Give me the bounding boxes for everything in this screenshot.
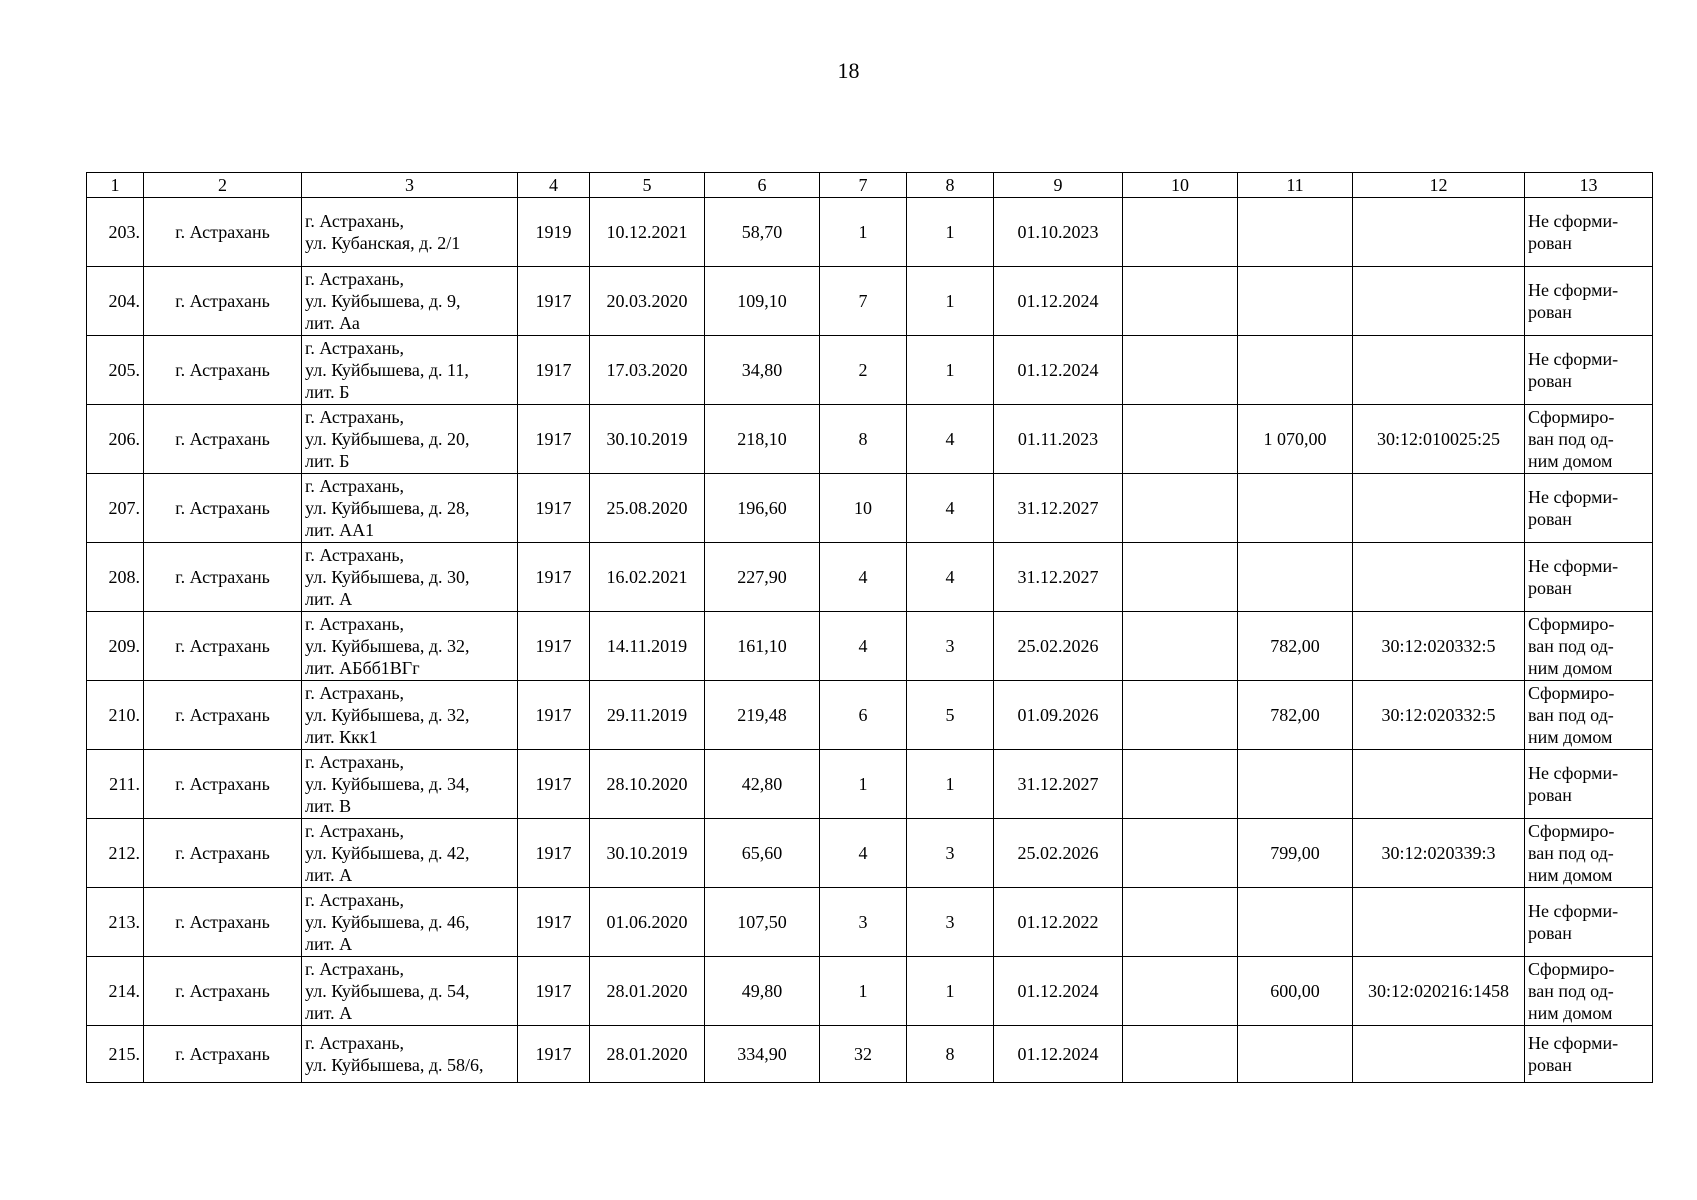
land-area-cell: 782,00 [1238, 612, 1353, 681]
deadline-cell: 01.10.2023 [994, 198, 1123, 267]
table-row [87, 543, 1653, 612]
cadastral-number-cell: 30:12:020332:5 [1353, 681, 1525, 750]
status-line: Сформиро- [1528, 614, 1615, 634]
address-line: г. Астрахань, [305, 476, 405, 496]
col10-cell [1123, 888, 1238, 957]
col7-cell: 2 [820, 336, 907, 405]
address-line: г. Астрахань, [305, 269, 405, 289]
col8-cell: 4 [907, 543, 994, 612]
land-status-cell [1525, 888, 1653, 957]
status-line: рован [1528, 233, 1572, 253]
year-cell: 1917 [518, 750, 590, 819]
col10-cell [1123, 198, 1238, 267]
land-area-cell: 799,00 [1238, 819, 1353, 888]
status-line: Не сформи- [1528, 901, 1619, 921]
col7-cell: 1 [820, 750, 907, 819]
col10-cell [1123, 957, 1238, 1026]
area-cell: 196,60 [705, 474, 820, 543]
row-number-cell: 206. [87, 405, 144, 474]
locality-cell: г. Астрахань [144, 543, 302, 612]
status-line: ним домом [1528, 865, 1613, 885]
col10-cell [1123, 543, 1238, 612]
address-line: ул. Куйбышева, д. 42, [305, 843, 470, 863]
table-row [87, 681, 1653, 750]
area-cell: 42,80 [705, 750, 820, 819]
address-line: лит. А [305, 589, 353, 609]
registry-body [87, 198, 1653, 1083]
land-status-cell [1525, 405, 1653, 474]
land-area-cell [1238, 543, 1353, 612]
status-line: рован [1528, 302, 1572, 322]
status-line: рован [1528, 785, 1572, 805]
address-line: г. Астрахань, [305, 545, 405, 565]
col8-cell: 3 [907, 612, 994, 681]
status-line: рован [1528, 923, 1572, 943]
land-area-cell [1238, 267, 1353, 336]
year-cell: 1917 [518, 336, 590, 405]
status-line: Не сформи- [1528, 763, 1619, 783]
col10-cell [1123, 267, 1238, 336]
locality-cell: г. Астрахань [144, 267, 302, 336]
status-line: рован [1528, 578, 1572, 598]
address-line: ул. Куйбышева, д. 32, [305, 705, 470, 725]
deadline-cell: 25.02.2026 [994, 612, 1123, 681]
address-line: ул. Кубанская, д. 2/1 [305, 233, 461, 253]
address-cell [302, 681, 518, 750]
land-area-cell [1238, 336, 1353, 405]
status-line: Не сформи- [1528, 349, 1619, 369]
address-line: ул. Куйбышева, д. 20, [305, 429, 470, 449]
col8-cell: 1 [907, 336, 994, 405]
address-line: г. Астрахань, [305, 614, 405, 634]
land-status-cell [1525, 267, 1653, 336]
address-line: ул. Куйбышева, д. 32, [305, 636, 470, 656]
locality-cell: г. Астрахань [144, 957, 302, 1026]
area-cell: 334,90 [705, 1026, 820, 1083]
address-line: г. Астрахань, [305, 407, 405, 427]
land-status-cell [1525, 474, 1653, 543]
address-cell [302, 474, 518, 543]
address-cell [302, 336, 518, 405]
cadastral-number-cell [1353, 750, 1525, 819]
cadastral-number-cell: 30:12:010025:25 [1353, 405, 1525, 474]
address-line: ул. Куйбышева, д. 28, [305, 498, 470, 518]
area-cell: 107,50 [705, 888, 820, 957]
address-line: ул. Куйбышева, д. 9, [305, 291, 461, 311]
deadline-cell: 31.12.2027 [994, 474, 1123, 543]
status-line: ван под од- [1528, 429, 1614, 449]
recognition-date-cell: 28.10.2020 [590, 750, 705, 819]
cadastral-number-cell [1353, 1026, 1525, 1083]
recognition-date-cell: 10.12.2021 [590, 198, 705, 267]
address-line: лит. Ккк1 [305, 727, 378, 747]
recognition-date-cell: 28.01.2020 [590, 957, 705, 1026]
address-line: ул. Куйбышева, д. 54, [305, 981, 470, 1001]
land-area-cell [1238, 888, 1353, 957]
row-number-cell: 205. [87, 336, 144, 405]
deadline-cell: 01.12.2024 [994, 267, 1123, 336]
status-line: Не сформи- [1528, 211, 1619, 231]
column-header: 11 [1238, 173, 1353, 198]
locality-cell: г. Астрахань [144, 888, 302, 957]
column-header: 2 [144, 173, 302, 198]
column-header: 1 [87, 173, 144, 198]
land-area-cell [1238, 474, 1353, 543]
table-row [87, 819, 1653, 888]
col7-cell: 10 [820, 474, 907, 543]
land-status-cell [1525, 819, 1653, 888]
col7-cell: 1 [820, 957, 907, 1026]
address-line: лит. АБбб1ВГг [305, 658, 420, 678]
col8-cell: 1 [907, 267, 994, 336]
row-number-cell: 204. [87, 267, 144, 336]
locality-cell: г. Астрахань [144, 681, 302, 750]
row-number-cell: 211. [87, 750, 144, 819]
address-line: ул. Куйбышева, д. 34, [305, 774, 470, 794]
column-header: 13 [1525, 173, 1653, 198]
address-line: г. Астрахань, [305, 890, 405, 910]
address-line: г. Астрахань, [305, 1033, 405, 1053]
address-line: г. Астрахань, [305, 683, 405, 703]
status-line: ним домом [1528, 1003, 1613, 1023]
locality-cell: г. Астрахань [144, 1026, 302, 1083]
address-cell [302, 750, 518, 819]
recognition-date-cell: 14.11.2019 [590, 612, 705, 681]
column-header: 4 [518, 173, 590, 198]
col10-cell [1123, 681, 1238, 750]
status-line: Сформиро- [1528, 959, 1615, 979]
cadastral-number-cell [1353, 888, 1525, 957]
land-status-cell [1525, 1026, 1653, 1083]
address-cell [302, 267, 518, 336]
address-line: лит. А [305, 1003, 353, 1023]
cadastral-number-cell: 30:12:020339:3 [1353, 819, 1525, 888]
locality-cell: г. Астрахань [144, 612, 302, 681]
table-row [87, 750, 1653, 819]
column-header: 6 [705, 173, 820, 198]
deadline-cell: 01.12.2024 [994, 336, 1123, 405]
year-cell: 1917 [518, 405, 590, 474]
housing-registry-table [86, 172, 1653, 1083]
deadline-cell: 01.11.2023 [994, 405, 1123, 474]
col8-cell: 3 [907, 819, 994, 888]
col7-cell: 6 [820, 681, 907, 750]
row-number-cell: 213. [87, 888, 144, 957]
status-line: ним домом [1528, 451, 1613, 471]
recognition-date-cell: 17.03.2020 [590, 336, 705, 405]
status-line: рован [1528, 509, 1572, 529]
area-cell: 58,70 [705, 198, 820, 267]
deadline-cell: 01.12.2022 [994, 888, 1123, 957]
cadastral-number-cell [1353, 336, 1525, 405]
status-line: ван под од- [1528, 636, 1614, 656]
area-cell: 49,80 [705, 957, 820, 1026]
status-line: Сформиро- [1528, 407, 1615, 427]
col7-cell: 4 [820, 819, 907, 888]
year-cell: 1917 [518, 612, 590, 681]
cadastral-number-cell: 30:12:020332:5 [1353, 612, 1525, 681]
status-line: Не сформи- [1528, 280, 1619, 300]
year-cell: 1917 [518, 819, 590, 888]
table-row [87, 612, 1653, 681]
column-header: 7 [820, 173, 907, 198]
col8-cell: 3 [907, 888, 994, 957]
column-header: 12 [1353, 173, 1525, 198]
table-row [87, 267, 1653, 336]
area-cell: 34,80 [705, 336, 820, 405]
col7-cell: 4 [820, 612, 907, 681]
deadline-cell: 25.02.2026 [994, 819, 1123, 888]
row-number-cell: 214. [87, 957, 144, 1026]
col10-cell [1123, 819, 1238, 888]
address-cell [302, 1026, 518, 1083]
table-row [87, 1026, 1653, 1083]
row-number-cell: 212. [87, 819, 144, 888]
column-header: 9 [994, 173, 1123, 198]
address-line: г. Астрахань, [305, 338, 405, 358]
locality-cell: г. Астрахань [144, 474, 302, 543]
address-line: г. Астрахань, [305, 821, 405, 841]
land-status-cell [1525, 543, 1653, 612]
recognition-date-cell: 25.08.2020 [590, 474, 705, 543]
address-line: лит. А [305, 934, 353, 954]
column-number-header-row [87, 173, 1653, 198]
land-status-cell [1525, 750, 1653, 819]
deadline-cell: 01.09.2026 [994, 681, 1123, 750]
status-line: ван под од- [1528, 705, 1614, 725]
recognition-date-cell: 30.10.2019 [590, 819, 705, 888]
deadline-cell: 01.12.2024 [994, 957, 1123, 1026]
recognition-date-cell: 28.01.2020 [590, 1026, 705, 1083]
land-status-cell [1525, 198, 1653, 267]
address-line: лит. АА1 [305, 520, 375, 540]
row-number-cell: 208. [87, 543, 144, 612]
col7-cell: 8 [820, 405, 907, 474]
address-line: г. Астрахань, [305, 959, 405, 979]
address-line: лит. В [305, 796, 352, 816]
status-line: Не сформи- [1528, 1033, 1619, 1053]
col8-cell: 8 [907, 1026, 994, 1083]
status-line: рован [1528, 371, 1572, 391]
row-number-cell: 203. [87, 198, 144, 267]
area-cell: 227,90 [705, 543, 820, 612]
deadline-cell: 31.12.2027 [994, 543, 1123, 612]
cadastral-number-cell [1353, 543, 1525, 612]
address-cell [302, 543, 518, 612]
land-status-cell [1525, 336, 1653, 405]
status-line: Сформиро- [1528, 821, 1615, 841]
land-area-cell [1238, 1026, 1353, 1083]
column-header: 5 [590, 173, 705, 198]
status-line: ван под од- [1528, 843, 1614, 863]
address-line: ул. Куйбышева, д. 30, [305, 567, 470, 587]
land-area-cell: 782,00 [1238, 681, 1353, 750]
address-cell [302, 819, 518, 888]
deadline-cell: 01.12.2024 [994, 1026, 1123, 1083]
recognition-date-cell: 16.02.2021 [590, 543, 705, 612]
area-cell: 218,10 [705, 405, 820, 474]
cadastral-number-cell [1353, 198, 1525, 267]
land-area-cell [1238, 750, 1353, 819]
locality-cell: г. Астрахань [144, 198, 302, 267]
area-cell: 65,60 [705, 819, 820, 888]
land-status-cell [1525, 957, 1653, 1026]
cadastral-number-cell [1353, 267, 1525, 336]
land-status-cell [1525, 612, 1653, 681]
table-row [87, 198, 1653, 267]
table-row [87, 405, 1653, 474]
address-cell [302, 957, 518, 1026]
area-cell: 219,48 [705, 681, 820, 750]
deadline-cell: 31.12.2027 [994, 750, 1123, 819]
page-number: 18 [837, 58, 860, 83]
col8-cell: 1 [907, 957, 994, 1026]
row-number-cell: 210. [87, 681, 144, 750]
row-number-cell: 209. [87, 612, 144, 681]
status-line: ван под од- [1528, 981, 1614, 1001]
table-row [87, 957, 1653, 1026]
row-number-cell: 215. [87, 1026, 144, 1083]
status-line: Не сформи- [1528, 556, 1619, 576]
address-line: лит. Б [305, 382, 350, 402]
col10-cell [1123, 750, 1238, 819]
col10-cell [1123, 474, 1238, 543]
table-row [87, 888, 1653, 957]
area-cell: 161,10 [705, 612, 820, 681]
table-row [87, 336, 1653, 405]
cadastral-number-cell: 30:12:020216:1458 [1353, 957, 1525, 1026]
col10-cell [1123, 405, 1238, 474]
status-line: Сформиро- [1528, 683, 1615, 703]
land-area-cell: 600,00 [1238, 957, 1353, 1026]
row-number-cell: 207. [87, 474, 144, 543]
col8-cell: 1 [907, 750, 994, 819]
column-header: 3 [302, 173, 518, 198]
year-cell: 1917 [518, 888, 590, 957]
year-cell: 1919 [518, 198, 590, 267]
col7-cell: 4 [820, 543, 907, 612]
address-line: лит. А [305, 865, 353, 885]
col10-cell [1123, 336, 1238, 405]
address-line: г. Астрахань, [305, 211, 405, 231]
year-cell: 1917 [518, 957, 590, 1026]
col7-cell: 1 [820, 198, 907, 267]
address-line: ул. Куйбышева, д. 11, [305, 360, 469, 380]
recognition-date-cell: 01.06.2020 [590, 888, 705, 957]
col10-cell [1123, 1026, 1238, 1083]
cadastral-number-cell [1353, 474, 1525, 543]
address-cell [302, 198, 518, 267]
table-row [87, 474, 1653, 543]
land-area-cell: 1 070,00 [1238, 405, 1353, 474]
address-line: лит. Б [305, 451, 350, 471]
year-cell: 1917 [518, 1026, 590, 1083]
year-cell: 1917 [518, 681, 590, 750]
col8-cell: 4 [907, 405, 994, 474]
status-line: ним домом [1528, 727, 1613, 747]
col10-cell [1123, 612, 1238, 681]
col7-cell: 7 [820, 267, 907, 336]
year-cell: 1917 [518, 267, 590, 336]
address-cell [302, 888, 518, 957]
locality-cell: г. Астрахань [144, 819, 302, 888]
address-cell [302, 612, 518, 681]
status-line: рован [1528, 1055, 1572, 1075]
address-line: ул. Куйбышева, д. 46, [305, 912, 470, 932]
year-cell: 1917 [518, 543, 590, 612]
area-cell: 109,10 [705, 267, 820, 336]
column-header: 10 [1123, 173, 1238, 198]
recognition-date-cell: 29.11.2019 [590, 681, 705, 750]
column-header: 8 [907, 173, 994, 198]
col8-cell: 1 [907, 198, 994, 267]
col8-cell: 5 [907, 681, 994, 750]
col8-cell: 4 [907, 474, 994, 543]
status-line: ним домом [1528, 658, 1613, 678]
col7-cell: 32 [820, 1026, 907, 1083]
address-cell [302, 405, 518, 474]
year-cell: 1917 [518, 474, 590, 543]
locality-cell: г. Астрахань [144, 336, 302, 405]
locality-cell: г. Астрахань [144, 405, 302, 474]
col7-cell: 3 [820, 888, 907, 957]
locality-cell: г. Астрахань [144, 750, 302, 819]
recognition-date-cell: 30.10.2019 [590, 405, 705, 474]
land-area-cell [1238, 198, 1353, 267]
address-line: лит. Аа [305, 313, 360, 333]
land-status-cell [1525, 681, 1653, 750]
recognition-date-cell: 20.03.2020 [590, 267, 705, 336]
address-line: ул. Куйбышева, д. 58/6, [305, 1055, 484, 1075]
address-line: г. Астрахань, [305, 752, 405, 772]
status-line: Не сформи- [1528, 487, 1619, 507]
